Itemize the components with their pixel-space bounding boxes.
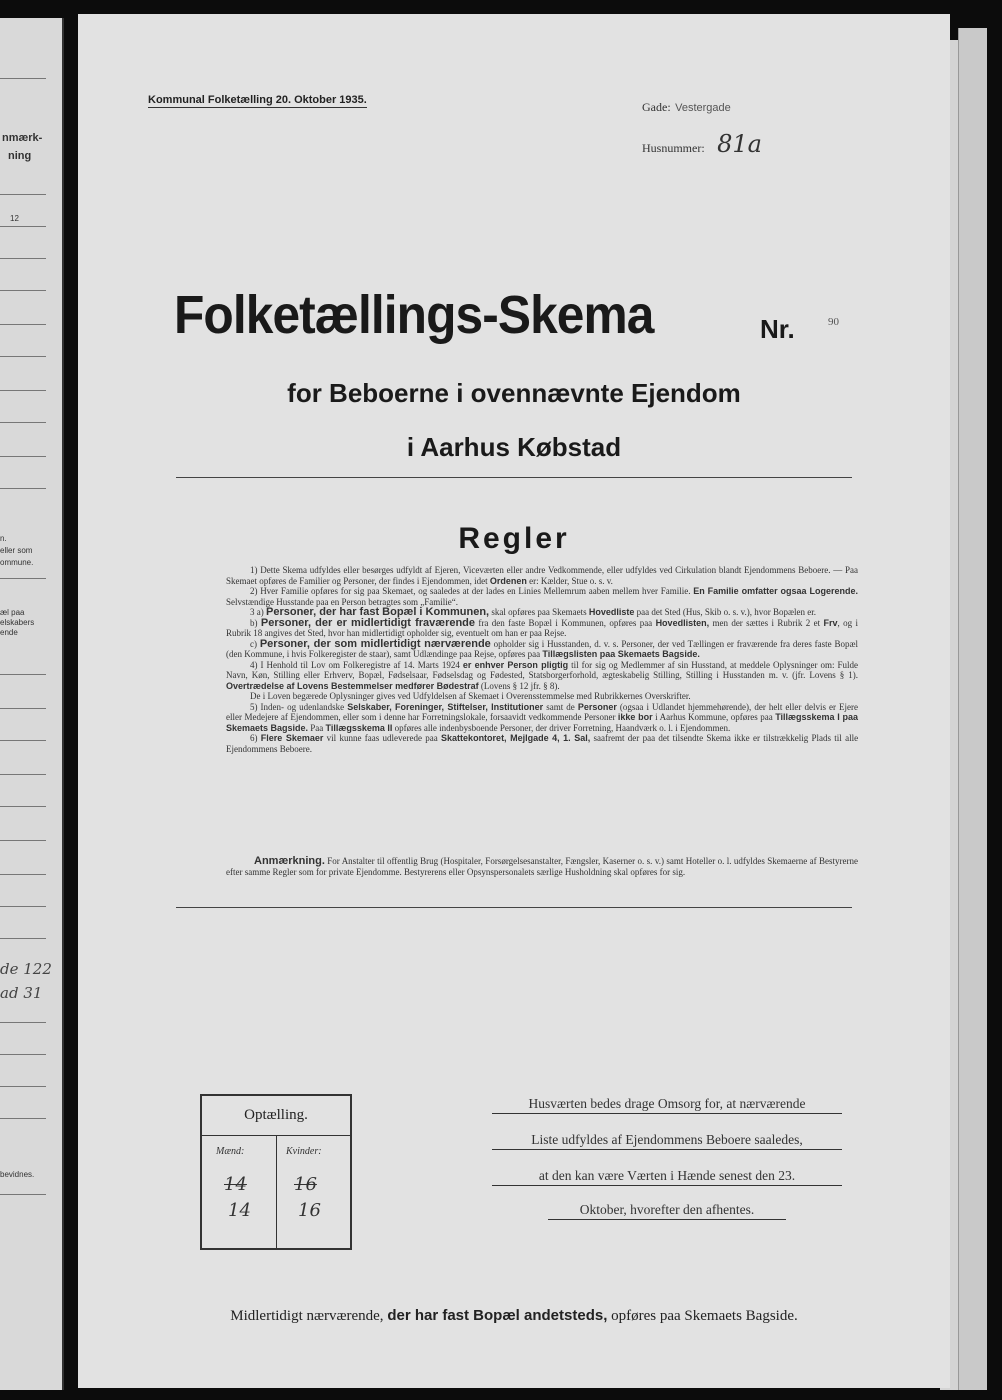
notice-line-4: Oktober, hvorefter den afhentes.	[548, 1202, 786, 1220]
divider	[0, 708, 46, 709]
rule-3a: 3 a) Personer, der har fast Bopæl i Kommunen, skal opføres paa Skemaets Hovedliste paa det Sted (Hus, Skib o. s. v.), hvor Bopælen er.	[250, 606, 817, 618]
divider	[0, 774, 46, 775]
house-number-field	[642, 130, 762, 158]
divider	[0, 1118, 46, 1119]
divider	[0, 674, 46, 675]
women-label: Kvinder:	[286, 1146, 322, 1157]
count-title: Optælling.	[202, 1096, 350, 1136]
divider	[0, 356, 46, 357]
footer-text-2: opføres paa Skemaets Bagside.	[611, 1308, 798, 1324]
divider	[0, 840, 46, 841]
divider	[176, 907, 852, 908]
rule-4b: De i Loven begærede Oplysninger gives ved Udfyldelsen af Skemaet i Overensstemmelse med Rubrikkernes Overskrifter.	[250, 691, 691, 701]
women-count: 16	[298, 1200, 321, 1221]
divider	[0, 578, 46, 579]
left-handwriting-1: de 122	[0, 960, 52, 978]
men-label: Mænd:	[216, 1146, 245, 1157]
right-page-stack	[958, 28, 987, 1390]
remark-note	[226, 856, 858, 878]
remark-text: For Anstalter til offentlig Brug (Hospitaler, Forsørgelsesanstalter, Fængsler, Kaserner o. s. v.) samt Hoteller o. l. udfyldes Skemaerne af Bestyrerne efter samme Regler som for private Ejendomme. Bestyrerens eller Opsynspersonalets særlige Husholdning skal opføres for sig.	[226, 856, 858, 877]
street-label: Gade:	[642, 100, 671, 114]
subtitle-residents: for Beboerne i ovennævnte Ejendom	[287, 378, 741, 408]
divider	[0, 194, 46, 195]
rule-3c: c) Personer, der som midlertidigt nærværende opholder sig i Husstanden, d. v. s. Personer, der ved Tællingen er fraværende fra deres faste Bopæl (den Kommune, i hvis Folkeregister de staar), samt Udlændinge paa Rejse, opføres paa Tillægslisten paa Skemaets Bagside.	[226, 637, 859, 659]
left-col-number: 12	[10, 214, 19, 223]
divider	[176, 477, 852, 478]
left-text-b2: elskabers	[0, 618, 35, 627]
divider	[0, 390, 46, 391]
divider	[0, 1054, 46, 1055]
divider	[0, 226, 46, 227]
men-count-crossed: 14	[224, 1174, 247, 1195]
rules-heading: Regler	[458, 522, 570, 555]
left-text-a2: eller som	[0, 546, 33, 555]
house-number-value: 81a	[717, 130, 762, 158]
divider	[0, 258, 46, 259]
subtitle-city: i Aarhus Købstad	[406, 432, 622, 462]
notice-line-3: at den kan være Værten i Hænde senest den 23.	[492, 1168, 842, 1186]
divider	[0, 488, 46, 489]
document-page	[78, 14, 950, 1388]
left-text-b1: æl paa	[0, 608, 25, 617]
divider	[0, 874, 46, 875]
rule-6: 6) Flere Skemaer vil kunne faas udleverede paa Skattekontoret, Mejlgade 4, 1. Sal, saafremt der paa det tilsendte Skema ikke er tilstrækkelig Plads til alle Ejendommens Beboere.	[226, 733, 859, 754]
left-page-edge	[0, 18, 64, 1390]
rule-3b: b) Personer, der er midlertidigt fraværende fra den faste Bopæl i Kommunen, opføres paa Hovedlisten, men der sættes i Rubrik 2 et Frv, og i Rubrik 18 angives det Sted, hvor han midlertidigt opholder sig, eventuelt om han er paa Rejse.	[226, 616, 859, 638]
left-text-c: bevidnes.	[0, 1170, 35, 1179]
left-handwriting-2: ad 31	[0, 984, 43, 1002]
footer-text-1: Midlertidigt nærværende,	[230, 1308, 384, 1324]
divider	[0, 78, 46, 79]
divider	[0, 938, 46, 939]
remark-label: Anmærkning.	[254, 855, 325, 867]
rule-1: 1) Dette Skema udfyldes eller besørges udfyldt af Ejeren, Viceværten eller andre Vedkommende, eller udfyldes ved Cirkulation blandt Ejendommens Beboere. — Paa Skemaet opføres de Familier og Personer, der findes i Ejendommen, idet Ordenen er: Kælder, Stue o. s. v.	[226, 565, 858, 586]
divider	[0, 422, 46, 423]
divider	[0, 806, 46, 807]
count-divider	[276, 1136, 277, 1248]
page-title: Folketællings-Skema	[174, 285, 654, 345]
notice-line-2: Liste udfyldes af Ejendommens Beboere saaledes,	[492, 1132, 842, 1150]
rule-5: 5) Inden- og udenlandske Selskaber, Foreninger, Stiftelser, Institutioner samt de Personer (ogsaa i Udlandet hjemmehørende), der helt eller delvis er Ejere eller Medejere af Ejendommen, eller som i denne har Forretningslokale, forsaavidt vedkommende Personer ikke bor i Aarhus Kommune, opføres paa Tillægsskema I paa Skemaets Bagside. Paa Tillægsskema II opføres alle indenbysboende Personer, der driver Forretning, Haandværk o. l. i Ejendommen.	[226, 701, 859, 733]
divider	[0, 456, 46, 457]
rule-4: 4) I Henhold til Lov om Folkeregistre af 14. Marts 1924 er enhver Person pligtig til for sig og Medlemmer af sin Husstand, at meddele Oplysninger om: Fulde Navn, Køn, Stilling eller Erhverv, Bopæl, Fødselsaar, Fødselsdag og Fødested, Statsborgerforhold, ægteskabelig Stilling, Stilling i Husstanden m. v. (jfr. Lovens § 1). Overtrædelse af Lovens Bestemmelser medfører Bødestraf (Lovens § 12 jfr. § 8).	[226, 659, 859, 691]
left-text-a1: n.	[0, 534, 7, 543]
form-number-label: Nr.	[760, 314, 795, 344]
count-box	[200, 1094, 352, 1250]
notice-line-1: Husværten bedes drage Omsorg for, at nærværende	[492, 1096, 842, 1114]
street-value: Vestergade	[675, 102, 731, 114]
rules-text	[226, 565, 858, 754]
divider	[0, 1194, 46, 1195]
census-title: Kommunal Folketælling 20. Oktober 1935.	[148, 94, 367, 106]
left-heading-2: ning	[8, 150, 32, 162]
divider	[0, 740, 46, 741]
divider	[0, 1086, 46, 1087]
left-heading-1: nmærk-	[2, 132, 43, 144]
house-number-label: Husnummer:	[642, 141, 705, 155]
street-field	[642, 98, 731, 116]
divider	[0, 324, 46, 325]
divider	[0, 1022, 46, 1023]
footer-text-bold: der har fast Bopæl andetsteds,	[387, 1307, 608, 1324]
women-count-crossed: 16	[294, 1174, 317, 1195]
divider	[0, 906, 46, 907]
left-text-a3: ommune.	[0, 558, 34, 567]
footer-note	[78, 1307, 950, 1325]
divider	[0, 290, 46, 291]
rule-2: 2) Hver Familie opføres for sig paa Skemaet, og saaledes at der lades en Linies Mellemrum aaben mellem hver Familie. En Familie omfatter ogsaa Logerende. Selvstændige Husstande paa en Person betragtes som „Familie“.	[226, 586, 858, 607]
form-number-value: 90	[828, 316, 839, 328]
men-count: 14	[228, 1200, 251, 1221]
left-text-b3: ende	[0, 628, 18, 637]
